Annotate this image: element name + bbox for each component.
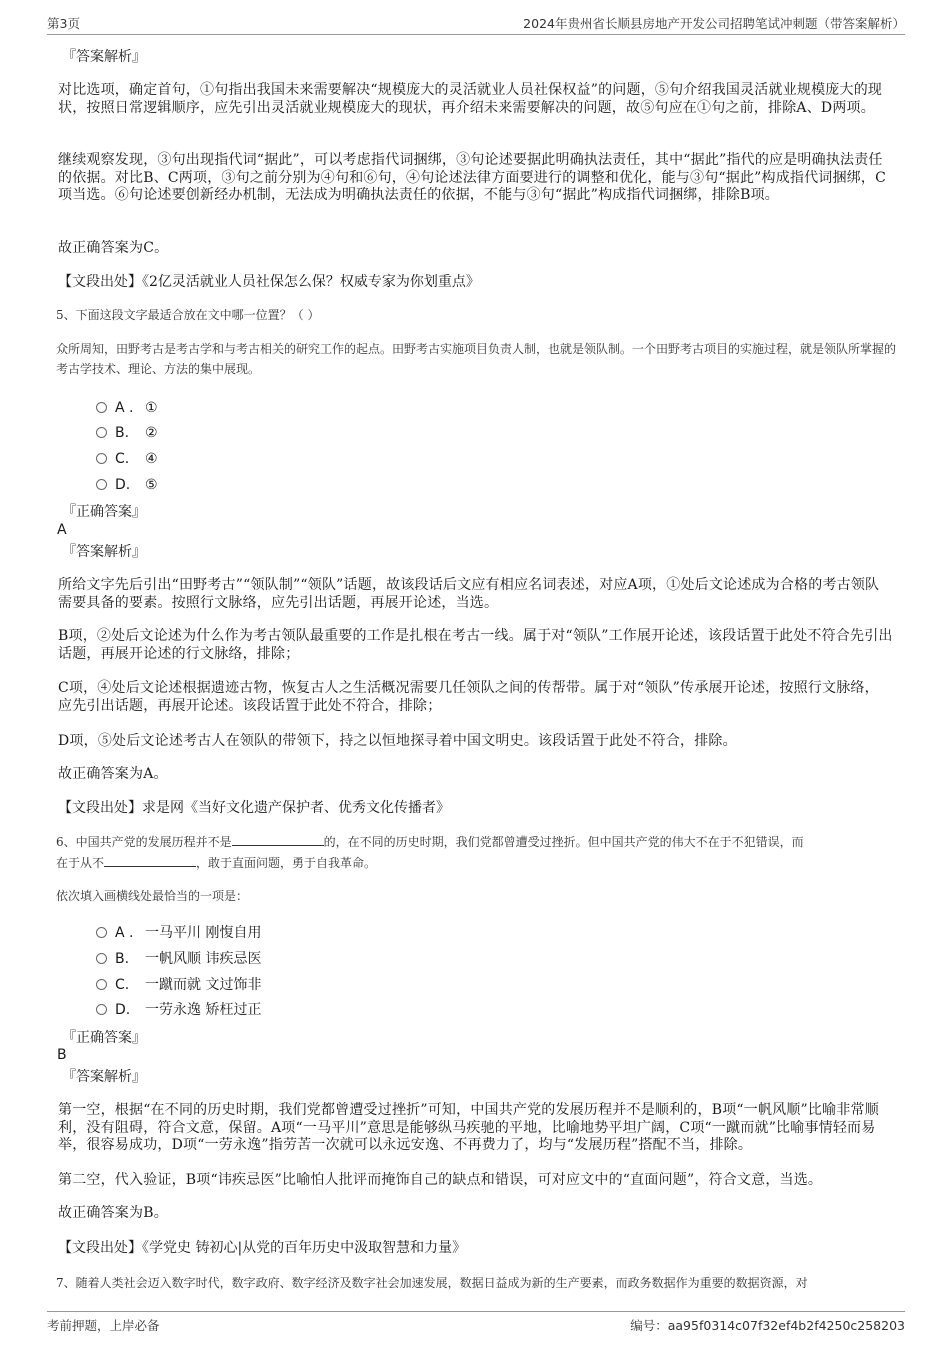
source-citation: 【文段出处】《2亿灵活就业人员社保怎么保？权威专家为你划重点》 [58,274,480,290]
radio-button[interactable] [96,953,107,964]
analysis-paragraph: 第二空，代入验证，B项“讳疾忌医”比喻怕人批评而掩饰自己的缺点和错误，可对应文中的“直面问题”，符合文意，当选。 [58,1172,823,1188]
footer-slogan: 考前押题，上岸必备 [47,1318,160,1333]
fill-blank [232,833,324,846]
option-b[interactable]: B. ② [96,424,158,442]
analysis-paragraph: 所给文字先后引出“田野考古”“领队制”“领队”话题，故该段话后文应有相应名词表述，对应A项，①处后文论述成为合格的考古领队需要具备的要素。按照行文脉络，应先引出话题，再展开论述，当选。 [58,577,880,611]
radio-button[interactable] [96,979,107,990]
correct-answer: A [57,522,67,538]
radio-button[interactable] [96,1004,107,1015]
option-d[interactable]: D. 一劳永逸 矫枉过正 [96,1001,261,1019]
option-a[interactable]: A . ① [96,399,158,417]
radio-button[interactable] [96,479,107,490]
document-title: 2024年贵州省长顺县房地产开发公司招聘笔试冲刺题（带答案解析） [523,16,905,31]
analysis-paragraph: 继续观察发现，③句出现指代词“据此”，可以考虑指代词捆绑，③句论述要据此明确执法责任，其中“据此”指代的应是明确执法责任的依据。对比B、C两项，③句之前分别为④句和⑥句，④句论述法律方面要进行的调整和优化，能与③句“据此”构成指代词捆绑，C项当选。⑥句论述要创新经办机制，无法成为明确执法责任的依据，不能与③句“据此”构成指代词捆绑，排除B项。 [58,152,887,203]
option-c[interactable]: C. 一蹴而就 文过饰非 [96,976,261,994]
correct-answer: B [57,1047,67,1063]
page-header [47,12,905,35]
document-id: 编号：aa95f0314c07f32ef4b2f4250c258203 [630,1318,905,1333]
option-c[interactable]: C. ④ [96,450,158,468]
conclusion-text: 故正确答案为A。 [58,766,168,782]
question-text: 5、下面这段文字最适合放在文中哪一位置？（ ） [56,308,320,322]
question-text: 6、中国共产党的发展历程并不是 的，在不同的历史时期，我们党都曾遭受过挫折。但中国共产党的伟大不在于不犯错误，而 在于从不 ，敢于直面问题，勇于自我革命。 [56,835,804,870]
analysis-label: 『答案解析』 [62,49,146,65]
option-d[interactable]: D. ⑤ [96,476,158,494]
radio-button[interactable] [96,427,107,438]
question-text: 7、随着人类社会迈入数字时代，数字政府、数字经济及数字社会加速发展，数据日益成为新的生产要素，而政务数据作为重要的数据资源，对 [56,1276,808,1290]
option-b[interactable]: B. 一帆风顺 讳疾忌医 [96,950,261,968]
analysis-paragraph: 第一空，根据“在不同的历史时期，我们党都曾遭受过挫折”可知，中国共产党的发展历程并不是顺利的，B项“一帆风顺”比喻非常顺利，没有阻碍，符合文意，保留。A项“一马平川”意思是能够纵马疾驰的平地，比喻地势平坦广阔，C项“一蹴而就”比喻事情轻而易举，很容易成功，D项“一劳永逸”指劳苦一次就可以永远安逸、不再费力了，均与“发展历程”搭配不当，排除。 [58,1102,879,1153]
radio-button[interactable] [96,402,107,413]
question-passage: 众所周知，田野考古是考古学和与考古相关的研究工作的起点。田野考古实施项目负责人制，也就是领队制。一个田野考古项目的实施过程，就是领队所掌握的考古学技术、理论、方法的集中展现。 [56,342,897,376]
analysis-paragraph: C项，④处后文论述根据遗迹古物，恢复古人之生活概况需要几任领队之间的传帮带。属于对“领队”传承展开论述，按照行文脉络，应先引出话题，再展开论述。该段话置于此处不符合，排除； [58,680,879,714]
page-footer [47,1311,905,1336]
source-citation: 【文段出处】《学党史 铸初心|从党的百年历史中汲取智慧和力量》 [58,1240,467,1256]
fill-blank [104,854,196,867]
source-citation: 【文段出处】求是网《当好文化遗产保护者、优秀文化传播者》 [58,800,450,816]
radio-button[interactable] [96,453,107,464]
analysis-label: 『答案解析』 [62,544,146,560]
conclusion-text: 故正确答案为C。 [58,240,169,256]
option-a[interactable]: A . 一马平川 刚愎自用 [96,924,261,942]
analysis-paragraph: D项，⑤处后文论述考古人在领队的带领下，持之以恒地探寻着中国文明史。该段话置于此处不符合，排除。 [58,733,737,749]
correct-answer-label: 『正确答案』 [62,1030,146,1046]
analysis-paragraph: 对比选项，确定首句，①句指出我国未来需要解决“规模庞大的灵活就业人员社保权益”的问题，⑤句介绍我国灵活就业规模庞大的现状，按照日常逻辑顺序，应先引出灵活就业规模庞大的现状，再介绍未来需要解决的问题，故⑤句应在①句之前，排除A、D两项。 [58,82,883,116]
analysis-label: 『答案解析』 [62,1069,146,1085]
question-instruction: 依次填入画横线处最恰当的一项是： [56,889,249,903]
page-number: 第3页 [47,16,80,31]
correct-answer-label: 『正确答案』 [62,504,146,520]
conclusion-text: 故正确答案为B。 [58,1205,168,1221]
radio-button[interactable] [96,927,107,938]
analysis-paragraph: B项，②处后文论述为什么作为考古领队最重要的工作是扎根在考古一线。属于对“领队”工作展开论述，该段话置于此处不符合先引出话题，再展开论述的行文脉络，排除； [58,628,893,662]
